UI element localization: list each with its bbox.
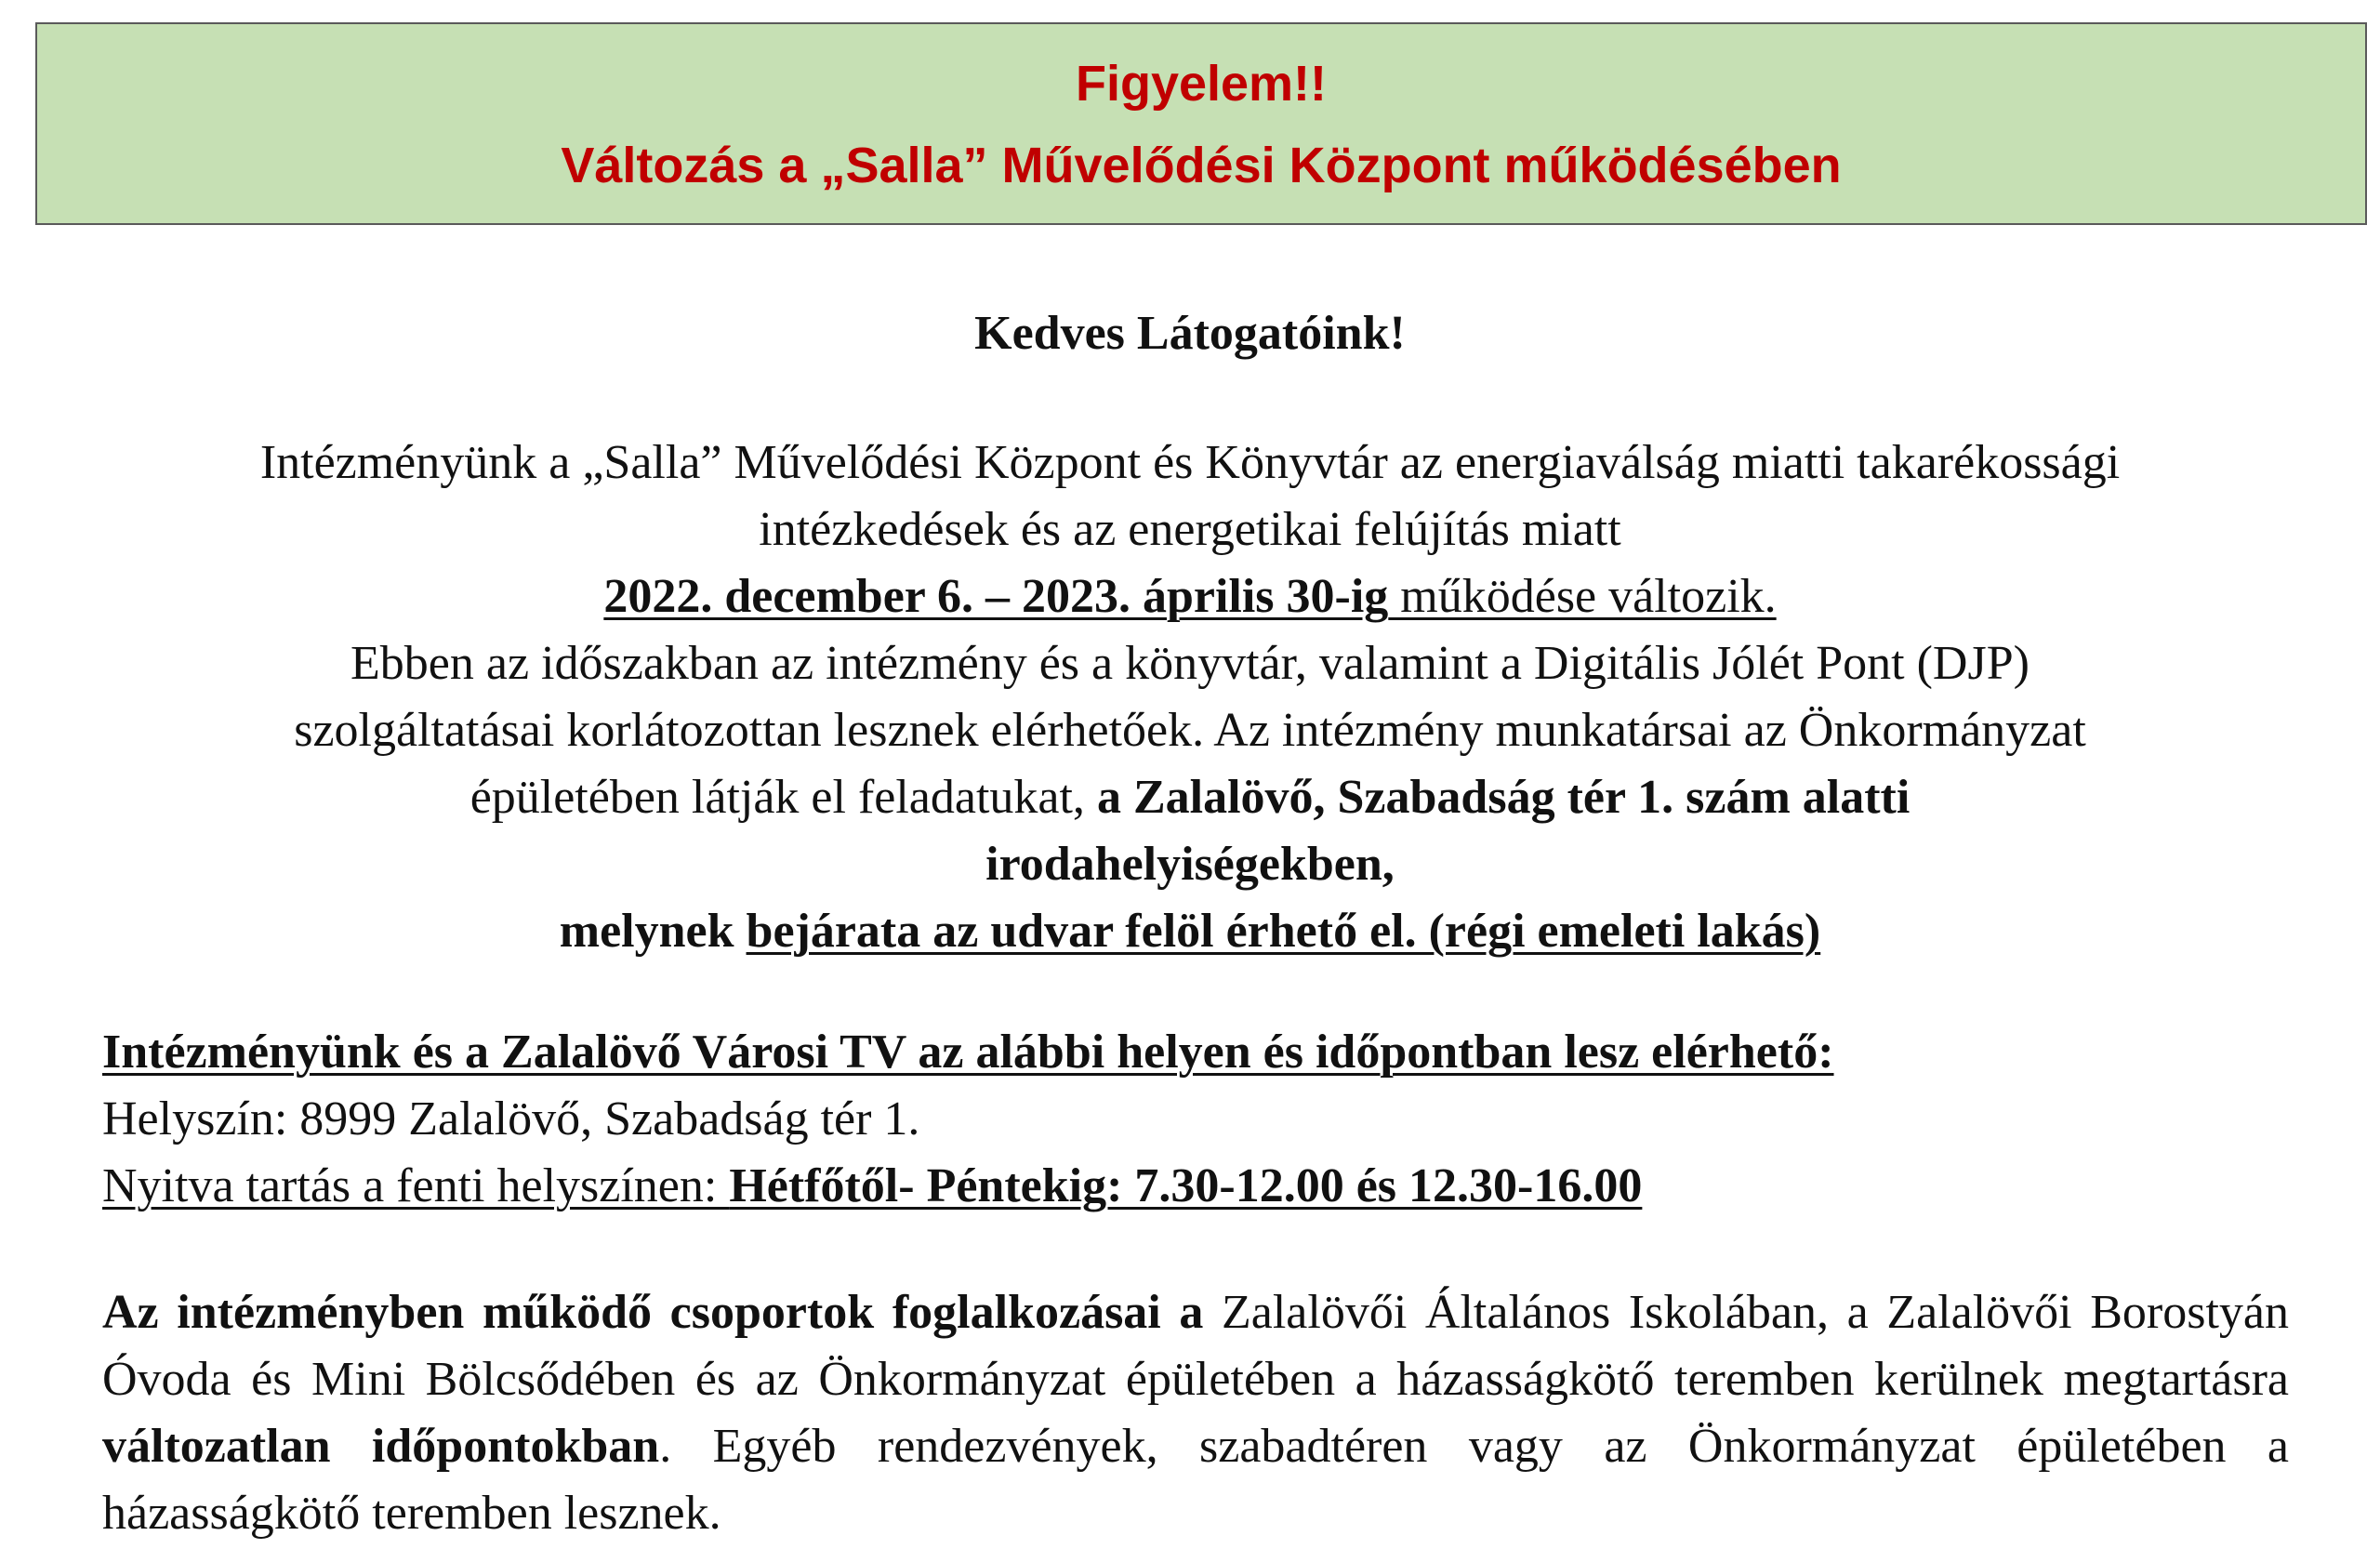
notice-line-2: intézkedések és az energetikai felújítás miatt [759, 503, 1621, 556]
entrance-prefix: melynek [559, 905, 747, 958]
availability-location: Helyszín: 8999 Zalalövő, Szabadság tér 1. [102, 1092, 920, 1145]
groups-intro: Az intézményben működő csoportok foglalkozásai a [102, 1286, 1204, 1339]
groups-unchanged-times: változatlan időpontokban [102, 1420, 660, 1473]
entrance-info: bejárata az udvar felöl érhető el. (régi emeleti lakás) [746, 905, 1821, 958]
notice-period-line [93, 563, 2287, 630]
notice-line-5: szolgáltatásai korlátozottan lesznek elérhetőek. Az intézmény munkatársai az Önkormányzat [294, 704, 2086, 757]
period-dates: 2022. december 6. – 2023. április 30-ig [603, 570, 1389, 623]
notice-line-6-regular: épületében látják el feladatukat, [469, 771, 1097, 824]
notice-banner [35, 22, 2367, 225]
notice-paragraph [93, 430, 2287, 965]
period-rest: működése változik. [1388, 570, 1777, 623]
notice-line-1: Intézményünk a „Salla” Művelődési Központ és Könyvtár az energiaválság miatti takarékossági [259, 436, 2121, 489]
hours-value: Hétfőtől- Péntekig: 7.30-12.00 és 12.30-16.00 [729, 1159, 1643, 1212]
banner-title: Figyelem!! [1075, 56, 1328, 112]
groups-text-2: . Egyéb rendezvények, szabadtéren vagy az Önkormányzat épületében a házasságkötő teremben lesznek. [102, 1420, 2290, 1540]
availability-section [102, 1019, 2296, 1220]
greeting: Kedves Látogatóink! [974, 307, 1406, 360]
groups-paragraph [102, 1279, 2289, 1547]
notice-line-7: irodahelyiségekben, [985, 838, 1395, 891]
availability-hours [102, 1153, 2296, 1220]
notice-line-8 [93, 898, 2287, 965]
office-address: a Zalalövő, Szabadság tér 1. szám alatti [1096, 771, 1911, 824]
availability-heading: Intézményünk és a Zalalövő Városi TV az alábbi helyen és időpontban lesz elérhető: [102, 1026, 1834, 1079]
notice-line-6 [93, 764, 2287, 831]
banner-subtitle: Változás a „Salla” Művelődési Központ működésében [561, 138, 1842, 193]
groups-text-1: Zalalövői Általános Iskolában, a Zalalövői Borostyán Óvoda és Mini Bölcsődében és az Önkormányzat épületében a házasságkötő teremben kerülnek megtartásra [102, 1286, 2289, 1406]
hours-label: Nyitva tartás a fenti helyszínen: [102, 1159, 730, 1212]
notice-line-4: Ebben az időszakban az intézmény és a könyvtár, valamint a Digitális Jólét Pont (DJP) [350, 637, 2030, 690]
